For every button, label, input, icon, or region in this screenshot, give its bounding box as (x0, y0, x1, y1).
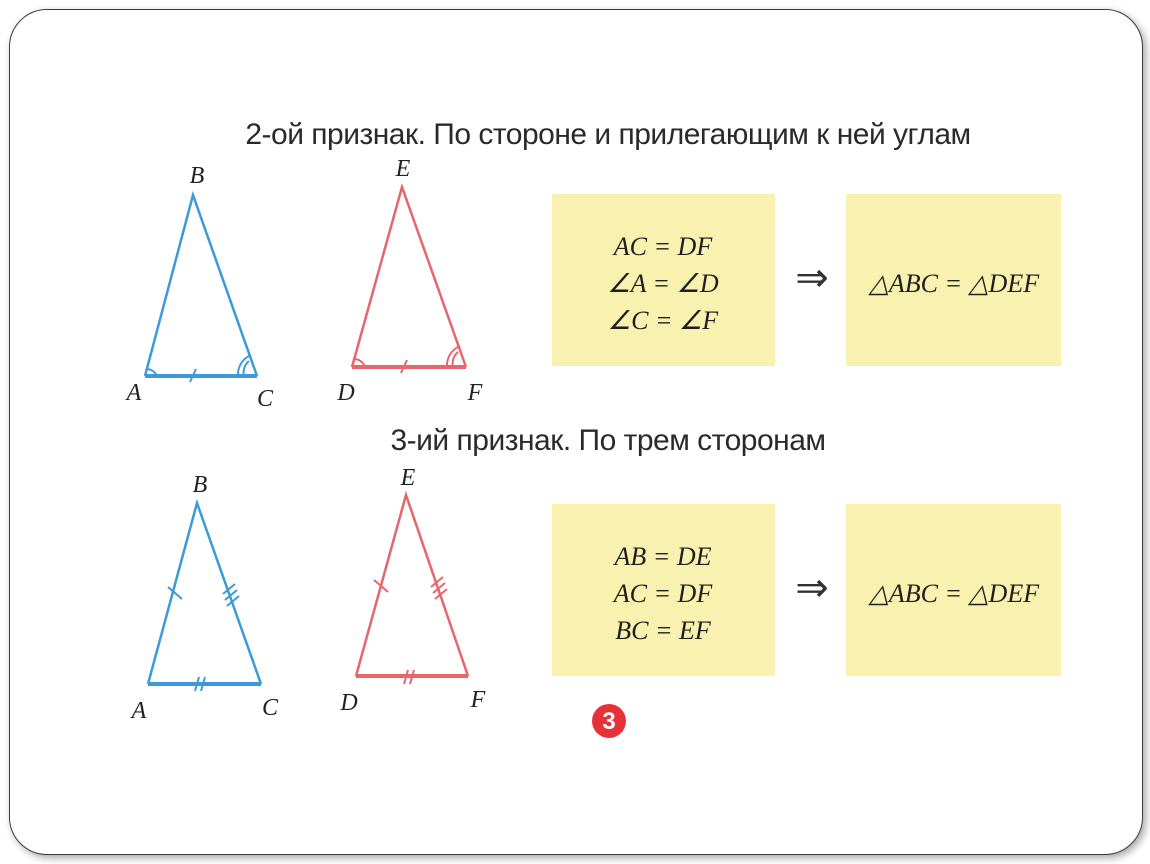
vertex-e-asa: E (395, 156, 411, 182)
condition-asa-1: AC = DF (613, 232, 713, 261)
vertex-c-sss: C (261, 695, 279, 721)
triangle-abc-sss-sides (148, 503, 261, 684)
triangle-def-asa (352, 187, 466, 373)
triangle-abc-asa (145, 195, 257, 382)
condition-asa-2: ∠A = ∠D (607, 269, 719, 298)
conclusion-asa: △ABC = △DEF (868, 269, 1040, 298)
section2-title: 2-ой признак. По стороне и прилегающим к ней углам (245, 118, 971, 151)
vertex-b-sss: B (192, 472, 208, 498)
triangle-abc-asa-sides (145, 195, 257, 376)
vertex-c-asa: C (256, 386, 274, 412)
condition-asa-3: ∠C = ∠F (607, 306, 719, 335)
triangle-def-sss (356, 495, 468, 684)
condition-sss-1: AB = DE (614, 542, 712, 571)
vertex-f-sss: F (470, 687, 486, 713)
angle-f-arc-1 (453, 352, 458, 367)
figure (10, 10, 1142, 854)
triangle-def-asa-sides (352, 187, 466, 367)
vertex-f-asa: F (467, 380, 483, 406)
figure-number-text: 3 (602, 708, 616, 735)
triangle-abc-sss (148, 503, 261, 691)
vertex-a-asa: A (126, 380, 142, 406)
angle-c-arc-1 (244, 361, 249, 376)
implies-arrow-asa: ⇒ (795, 255, 829, 301)
vertex-b-asa: B (189, 163, 205, 189)
implies-arrow-sss: ⇒ (795, 565, 829, 611)
section3-title: 3-ий признак. По трем сторонам (390, 424, 826, 457)
condition-sss-3: BC = EF (615, 616, 711, 645)
vertex-e-sss: E (400, 465, 416, 491)
vertex-d-sss: D (340, 690, 358, 716)
vertex-d-asa: D (337, 380, 355, 406)
triangle-def-sss-sides (356, 495, 468, 676)
slide-frame (9, 9, 1143, 855)
vertex-a-sss: A (131, 698, 147, 724)
condition-sss-2: AC = DF (613, 579, 713, 608)
conclusion-sss: △ABC = △DEF (868, 579, 1040, 608)
